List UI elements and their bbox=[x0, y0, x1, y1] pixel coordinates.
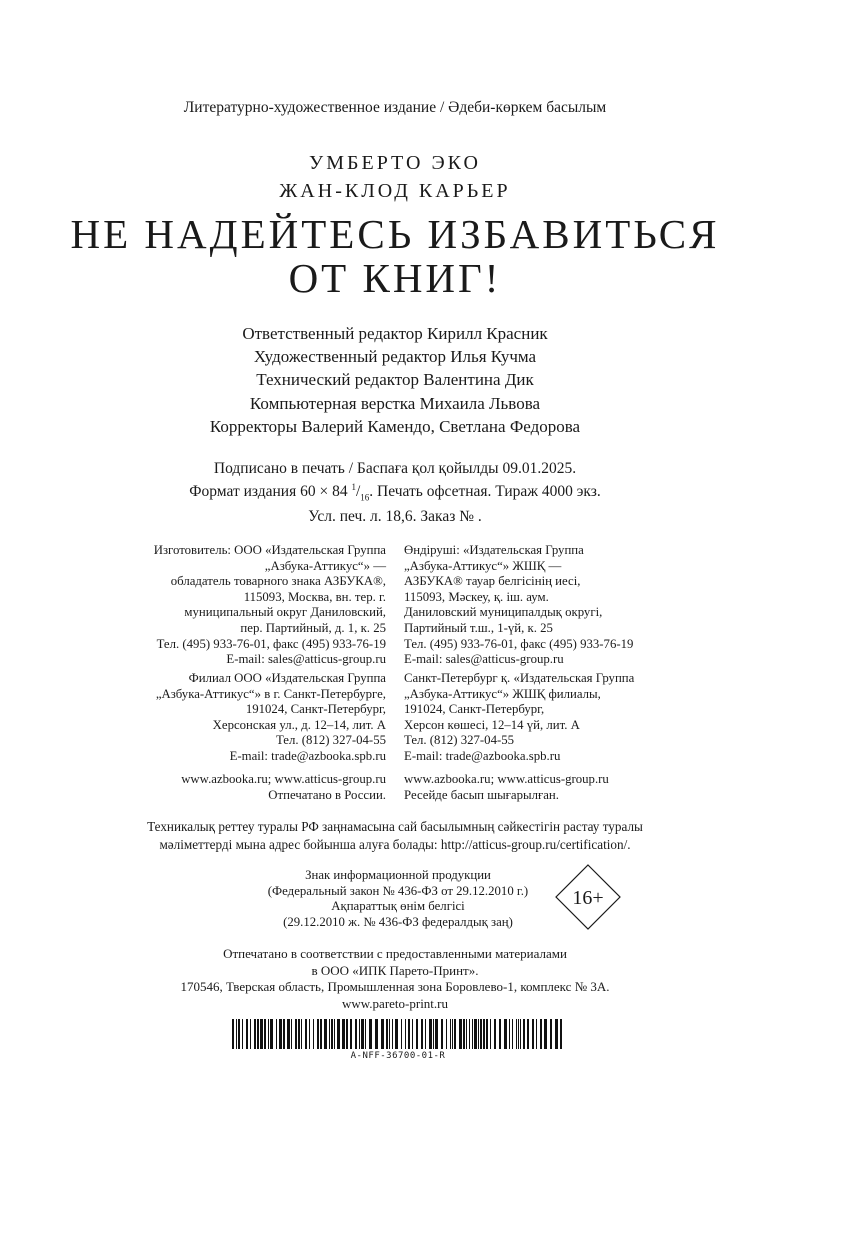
text-line: Отпечатано в России. bbox=[268, 787, 386, 802]
barcode-bar bbox=[472, 1019, 473, 1049]
credit-line: Компьютерная верстка Михаила Львова bbox=[249, 393, 541, 413]
barcode-bar bbox=[490, 1019, 491, 1049]
barcode-bar bbox=[301, 1019, 302, 1049]
barcode-bar bbox=[334, 1019, 335, 1049]
text-line: 115093, Мәскеу, қ. іш. аум. bbox=[404, 589, 549, 604]
barcode-bar bbox=[454, 1019, 456, 1049]
barcode-bar bbox=[523, 1019, 525, 1049]
barcode-bar bbox=[350, 1019, 352, 1049]
text-line: Партийный т.ш., 1-үй, к. 25 bbox=[404, 620, 553, 635]
text-line: „Азбука-Аттикус“» в г. Санкт-Петербурге, bbox=[155, 686, 386, 701]
author-eco: УМБЕРТО ЭКО bbox=[309, 152, 481, 174]
barcode-bar bbox=[446, 1019, 447, 1049]
print-info bbox=[0, 459, 790, 526]
text-line: Техникалық реттеу туралы РФ заңнамасына сай басылымның сәйкестігін растау туралы bbox=[147, 819, 643, 834]
text-line: Тел. (812) 327-04-55 bbox=[404, 733, 515, 748]
barcode-bar bbox=[313, 1019, 314, 1049]
barcode-bar bbox=[452, 1019, 453, 1049]
text-line: Херсон көшесі, 12–14 үй, лит. А bbox=[404, 717, 580, 732]
barcode-bar bbox=[474, 1019, 477, 1049]
text-line: E-mail: trade@azbooka.spb.ru bbox=[404, 748, 561, 763]
footer-kz bbox=[404, 772, 609, 803]
info-sign bbox=[248, 868, 548, 930]
barcode-bar bbox=[425, 1019, 426, 1049]
barcode-bar bbox=[279, 1019, 282, 1049]
barcode-bar bbox=[369, 1019, 372, 1049]
barcode-bar bbox=[375, 1019, 378, 1049]
text-line: Өндіруші: «Издательская Группа bbox=[404, 543, 584, 557]
barcode-bar bbox=[276, 1019, 277, 1049]
barcode-bar bbox=[494, 1019, 496, 1049]
barcode-bar bbox=[298, 1019, 300, 1049]
text-line: Ақпараттық өнім белгісі bbox=[331, 899, 465, 913]
barcode-bar bbox=[283, 1019, 285, 1049]
text-line: (29.12.2010 ж. № 436-ФЗ федералдық заң) bbox=[283, 914, 513, 929]
barcode-bar bbox=[260, 1019, 263, 1049]
text-line: в ООО «ИПК Парето-Принт». bbox=[311, 962, 479, 978]
text-line: Тел. (495) 933-76-01, факс (495) 933-76-19 bbox=[156, 636, 386, 651]
tech-regulation bbox=[0, 818, 790, 853]
text-line: пер. Партийный, д. 1, к. 25 bbox=[240, 620, 386, 635]
text-line: Изготовитель: ООО «Издательская Группа bbox=[153, 543, 386, 557]
text-line: „Азбука-Аттикус“» ЖШҚ — bbox=[404, 558, 562, 573]
text-line: Тел. (812) 327-04-55 bbox=[275, 733, 386, 748]
barcode-bar bbox=[236, 1019, 237, 1049]
barcode-bar bbox=[342, 1019, 345, 1049]
branch-ru bbox=[156, 671, 386, 765]
text-line: „Азбука-Аттикус“» ЖШҚ филиалы, bbox=[404, 686, 601, 701]
credit-line: Художественный редактор Илья Кучма bbox=[253, 347, 537, 367]
barcode-bar bbox=[250, 1019, 251, 1049]
barcode-bar bbox=[365, 1019, 366, 1049]
text-line: E-mail: sales@atticus-group.ru bbox=[404, 652, 564, 667]
barcode-bar bbox=[381, 1019, 384, 1049]
barcode-bar bbox=[355, 1019, 357, 1049]
barcode-bar bbox=[459, 1019, 462, 1049]
barcode-bar bbox=[478, 1019, 479, 1049]
barcode-bar bbox=[421, 1019, 423, 1049]
text-line: Знак информационной продукции bbox=[305, 868, 491, 882]
age-rating-badge bbox=[555, 864, 621, 930]
credit-line: Технический редактор Валентина Дик bbox=[256, 370, 534, 390]
barcode-bar bbox=[361, 1019, 364, 1049]
barcode-bar bbox=[441, 1019, 443, 1049]
barcode-bar bbox=[359, 1019, 360, 1049]
text-line: E-mail: sales@atticus-group.ru bbox=[226, 652, 386, 667]
barcode-bar bbox=[246, 1019, 248, 1049]
text-line: АЗБУКА® тауар белгісінің иесі, bbox=[404, 574, 581, 589]
branch-kz bbox=[404, 671, 634, 765]
barcode-bar bbox=[512, 1019, 513, 1049]
footer-ru bbox=[181, 772, 386, 803]
barcode-bar bbox=[392, 1019, 393, 1049]
barcode-bar bbox=[560, 1019, 562, 1049]
signed-date: Подписано в печать / Баспаға қол қойылды 09.01.2025. bbox=[213, 460, 577, 477]
text-line: www.azbooka.ru; www.atticus-group.ru bbox=[404, 772, 609, 786]
barcode-bar bbox=[309, 1019, 310, 1049]
credit-line: Ответственный редактор Кирилл Красник bbox=[242, 324, 548, 343]
barcode-bar bbox=[291, 1019, 292, 1049]
format-line: Формат издания 60 × 84 $^1/_{16}$. Печать офсетная. Тираж 4000 экз. bbox=[189, 482, 601, 503]
barcode-bar bbox=[337, 1019, 340, 1049]
barcode-bar bbox=[480, 1019, 482, 1049]
barcode-bar bbox=[317, 1019, 319, 1049]
barcode-bar bbox=[331, 1019, 333, 1049]
text-line: 191024, Санкт-Петербург, bbox=[245, 702, 386, 717]
barcode-bar bbox=[320, 1019, 322, 1049]
barcode-bar bbox=[516, 1019, 517, 1049]
barcode-bar bbox=[433, 1019, 434, 1049]
barcode-bar bbox=[532, 1019, 534, 1049]
barcode-bar bbox=[401, 1019, 402, 1049]
text-line: Отпечатано в соответствии с предоставленными материалами bbox=[223, 946, 567, 961]
text-line: мәліметтерді мына адрес бойынша алуға болады: http://atticus-group.ru/certification/. bbox=[159, 836, 631, 852]
text-line: Ресейде басып шығарылған. bbox=[404, 787, 559, 802]
barcode-bar bbox=[544, 1019, 547, 1049]
barcode-bar bbox=[238, 1019, 240, 1049]
barcode-bar bbox=[486, 1019, 488, 1049]
barcode-bar bbox=[395, 1019, 398, 1049]
text-line: Тел. (495) 933-76-01, факс (495) 933-76-19 bbox=[404, 636, 634, 651]
credit-line: Корректоры Валерий Камендо, Светлана Федорова bbox=[209, 416, 581, 436]
barcode-bar bbox=[268, 1019, 269, 1049]
manufacturer-ru bbox=[154, 543, 386, 668]
text-line: обладатель товарного знака АЗБУКА®, bbox=[170, 574, 386, 589]
barcode-bar bbox=[386, 1019, 388, 1049]
text-line: Херсонская ул., д. 12–14, лит. А bbox=[212, 717, 386, 732]
barcode-bar bbox=[450, 1019, 451, 1049]
barcode-bar bbox=[264, 1019, 266, 1049]
barcode-bar bbox=[504, 1019, 507, 1049]
credits-block bbox=[0, 322, 790, 438]
barcode-bar bbox=[270, 1019, 273, 1049]
text-line: E-mail: trade@azbooka.spb.ru bbox=[229, 748, 386, 763]
barcode-bar bbox=[329, 1019, 330, 1049]
barcode-bar bbox=[509, 1019, 510, 1049]
barcode-bar bbox=[405, 1019, 406, 1049]
barcode-bar bbox=[550, 1019, 552, 1049]
barcode-bar bbox=[389, 1019, 390, 1049]
barcode-bar bbox=[469, 1019, 470, 1049]
barcode-bar bbox=[527, 1019, 529, 1049]
age-rating-text: 16+ bbox=[572, 887, 604, 909]
barcode-bar bbox=[324, 1019, 327, 1049]
text-line: Санкт-Петербург қ. «Издательская Группа bbox=[404, 671, 635, 685]
printed-at bbox=[0, 946, 790, 1012]
text-line: „Азбука-Аттикус“» — bbox=[264, 558, 386, 573]
text-line: 170546, Тверская область, Промышленная зона Боровлево-1, комплекс № 3А. bbox=[180, 979, 610, 994]
barcode-bar bbox=[435, 1019, 438, 1049]
manufacturer-kz bbox=[404, 543, 633, 668]
book-title-line-1: НЕ НАДЕЙТЕСЬ ИЗБАВИТЬСЯ bbox=[70, 211, 720, 257]
text-line: Даниловский муниципалдық округі, bbox=[404, 605, 603, 620]
barcode-bar bbox=[232, 1019, 234, 1049]
barcode-bar bbox=[463, 1019, 465, 1049]
book-title-line-2: ОТ КНИГ! bbox=[288, 255, 502, 301]
barcode-bar bbox=[499, 1019, 501, 1049]
barcode-bar bbox=[242, 1019, 243, 1049]
edition-type: Литературно-художественное издание / Әдеби-көркем басылым bbox=[183, 99, 607, 116]
text-line: Филиал ООО «Издательская Группа bbox=[188, 671, 386, 685]
barcode-bar bbox=[412, 1019, 413, 1049]
barcode-bar bbox=[555, 1019, 558, 1049]
barcode-bar bbox=[254, 1019, 256, 1049]
barcode-bar bbox=[518, 1019, 519, 1049]
barcode-bar bbox=[483, 1019, 485, 1049]
barcode-bar bbox=[305, 1019, 307, 1049]
barcode-label: A-NFF-36700-01-R bbox=[350, 1051, 446, 1061]
text-line: 115093, Москва, вн. тер. г. bbox=[243, 589, 386, 604]
text-line: www.azbooka.ru; www.atticus-group.ru bbox=[181, 772, 386, 786]
text-line: www.pareto-print.ru bbox=[341, 995, 448, 1011]
barcode-bar bbox=[346, 1019, 348, 1049]
barcode-bar bbox=[287, 1019, 290, 1049]
barcode-bar bbox=[408, 1019, 410, 1049]
text-line: муниципальный округ Даниловский, bbox=[184, 605, 386, 620]
barcode-bar bbox=[466, 1019, 467, 1049]
barcode-bar bbox=[416, 1019, 418, 1049]
barcode-bar bbox=[429, 1019, 432, 1049]
text-line: 191024, Санкт-Петербург, bbox=[404, 702, 545, 717]
sheets-line: Усл. печ. л. 18,6. Заказ № . bbox=[308, 508, 482, 526]
barcode-bar bbox=[295, 1019, 297, 1049]
barcode-bar bbox=[257, 1019, 259, 1049]
barcode-bar bbox=[536, 1019, 537, 1049]
barcode-bar bbox=[520, 1019, 521, 1049]
text-line: (Федеральный закон № 436-ФЗ от 29.12.2010 г.) bbox=[267, 883, 529, 898]
barcode bbox=[232, 1019, 564, 1049]
author-carriere: ЖАН-КЛОД КАРЬЕР bbox=[279, 180, 511, 202]
barcode-bar bbox=[540, 1019, 542, 1049]
